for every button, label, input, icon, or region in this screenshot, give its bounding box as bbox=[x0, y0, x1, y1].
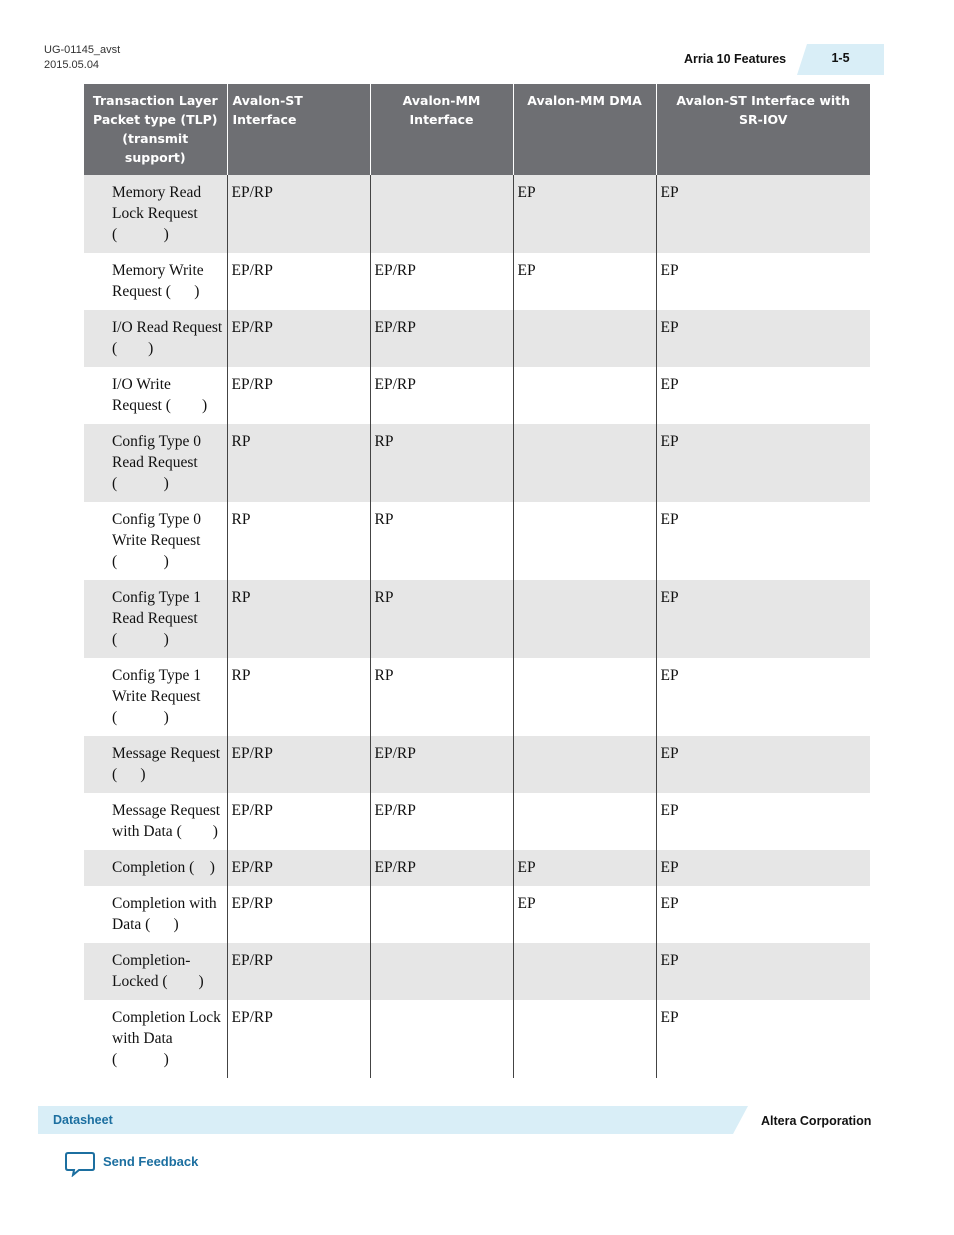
avalon-mm-cell: RP bbox=[370, 424, 513, 502]
tlp-type-cell: I/O Read Request ( ) bbox=[84, 310, 227, 367]
table-row bbox=[84, 736, 870, 793]
avalon-st-sriov-cell: EP bbox=[656, 367, 870, 424]
column-header-avalon-st-sriov: Avalon-ST Interface with SR-IOV bbox=[656, 84, 870, 175]
avalon-mm-cell bbox=[370, 886, 513, 943]
tlp-type-cell: Message Request with Data ( ) bbox=[112, 802, 221, 840]
footer-band-shape bbox=[38, 1106, 748, 1134]
avalon-st-cell: RP bbox=[227, 424, 370, 502]
avalon-st-cell: EP/RP bbox=[227, 367, 370, 424]
avalon-st-sriov-cell: EP bbox=[656, 793, 870, 850]
tlp-type-cell: I/O Write Request ( ) bbox=[112, 376, 208, 414]
tlp-type-cell: Completion-Locked ( ) bbox=[84, 943, 227, 1000]
document-id-block bbox=[44, 43, 120, 73]
page-number: 1-5 bbox=[831, 51, 850, 65]
avalon-mm-dma-cell bbox=[513, 1000, 656, 1078]
section-title: Arria 10 Features bbox=[684, 52, 787, 66]
column-header-tlp-type: Transaction Layer Packet type (TLP) (transmit support) bbox=[84, 84, 227, 175]
table-row bbox=[84, 175, 870, 253]
avalon-mm-cell bbox=[370, 1000, 513, 1078]
avalon-mm-cell: EP/RP bbox=[370, 793, 513, 850]
avalon-mm-cell: EP/RP bbox=[370, 850, 513, 886]
avalon-mm-cell bbox=[370, 175, 513, 253]
avalon-mm-cell: RP bbox=[370, 580, 513, 658]
avalon-mm-cell bbox=[370, 943, 513, 1000]
avalon-st-sriov-cell: EP bbox=[656, 736, 870, 793]
avalon-mm-dma-cell bbox=[513, 793, 656, 850]
avalon-mm-dma-cell bbox=[513, 658, 656, 736]
avalon-st-cell: RP bbox=[227, 658, 370, 736]
table-row bbox=[84, 253, 870, 310]
tlp-support-table bbox=[84, 84, 870, 1078]
avalon-st-sriov-cell: EP bbox=[656, 580, 870, 658]
tlp-type-cell: Memory Read Lock Request ( ) bbox=[84, 175, 227, 253]
tlp-type-cell: Config Type 1 Write Request ( ) bbox=[112, 667, 202, 726]
footer-company: Altera Corporation bbox=[761, 1114, 872, 1128]
avalon-mm-cell: EP/RP bbox=[370, 367, 513, 424]
avalon-st-sriov-cell: EP bbox=[656, 943, 870, 1000]
table-row bbox=[84, 502, 870, 580]
avalon-st-cell: EP/RP bbox=[227, 175, 370, 253]
avalon-mm-cell: RP bbox=[370, 502, 513, 580]
tlp-type-cell: Completion Lock with Data ( ) bbox=[112, 1009, 221, 1068]
avalon-st-cell: EP/RP bbox=[227, 793, 370, 850]
avalon-mm-dma-cell bbox=[513, 580, 656, 658]
table-body bbox=[84, 175, 870, 1078]
tlp-type-cell: Memory Write Request ( ) bbox=[112, 262, 204, 300]
table-row bbox=[84, 310, 870, 367]
column-header-avalon-st: Avalon-ST Interface bbox=[227, 84, 370, 175]
avalon-st-sriov-cell: EP bbox=[656, 1000, 870, 1078]
avalon-st-sriov-cell: EP bbox=[656, 253, 870, 310]
avalon-st-cell: RP bbox=[227, 502, 370, 580]
table-row bbox=[84, 886, 870, 943]
avalon-mm-dma-cell bbox=[513, 310, 656, 367]
avalon-st-cell: EP/RP bbox=[227, 1000, 370, 1078]
avalon-mm-cell: RP bbox=[370, 658, 513, 736]
avalon-st-sriov-cell: EP bbox=[656, 424, 870, 502]
avalon-mm-dma-cell bbox=[513, 736, 656, 793]
avalon-mm-cell: EP/RP bbox=[370, 310, 513, 367]
tlp-type-cell: Completion with Data ( ) bbox=[112, 895, 217, 933]
table-row bbox=[84, 580, 870, 658]
page-number-tab bbox=[797, 44, 884, 75]
table-row bbox=[84, 793, 870, 850]
avalon-mm-dma-cell bbox=[513, 367, 656, 424]
tlp-type-cell: Message Request ( ) bbox=[84, 736, 227, 793]
avalon-st-cell: RP bbox=[227, 580, 370, 658]
tlp-type-cell: Config Type 0 Write Request ( ) bbox=[112, 511, 202, 570]
avalon-st-cell: EP/RP bbox=[227, 253, 370, 310]
table-row bbox=[84, 367, 870, 424]
footer-doc-type: Datasheet bbox=[53, 1113, 113, 1127]
avalon-st-cell: EP/RP bbox=[227, 886, 370, 943]
avalon-mm-dma-cell: EP bbox=[513, 253, 656, 310]
avalon-st-cell: EP/RP bbox=[227, 943, 370, 1000]
table-row bbox=[84, 424, 870, 502]
avalon-mm-dma-cell: EP bbox=[513, 850, 656, 886]
table-row bbox=[84, 943, 870, 1000]
footer-band bbox=[38, 1106, 748, 1134]
table-header-row bbox=[84, 84, 870, 175]
avalon-mm-dma-cell bbox=[513, 943, 656, 1000]
avalon-mm-cell: EP/RP bbox=[370, 736, 513, 793]
tlp-type-cell: Config Type 0 Read Request ( ) bbox=[84, 424, 227, 502]
avalon-st-cell: EP/RP bbox=[227, 850, 370, 886]
column-header-avalon-mm-dma: Avalon-MM DMA bbox=[513, 84, 656, 175]
avalon-st-sriov-cell: EP bbox=[656, 850, 870, 886]
column-header-avalon-mm: Avalon-MM Interface bbox=[370, 84, 513, 175]
document-date: 2015.05.04 bbox=[44, 59, 100, 71]
avalon-st-sriov-cell: EP bbox=[656, 886, 870, 943]
avalon-mm-dma-cell: EP bbox=[513, 886, 656, 943]
avalon-mm-dma-cell bbox=[513, 502, 656, 580]
avalon-st-sriov-cell: EP bbox=[656, 658, 870, 736]
table-row bbox=[84, 1000, 870, 1078]
avalon-st-sriov-cell: EP bbox=[656, 502, 870, 580]
send-feedback-link[interactable]: Send Feedback bbox=[103, 1154, 199, 1169]
avalon-mm-dma-cell: EP bbox=[513, 175, 656, 253]
tlp-type-cell: Config Type 1 Read Request ( ) bbox=[84, 580, 227, 658]
table-row bbox=[84, 850, 870, 886]
tlp-type-cell: Completion ( ) bbox=[84, 850, 227, 886]
avalon-st-cell: EP/RP bbox=[227, 736, 370, 793]
speech-bubble-icon[interactable] bbox=[65, 1151, 95, 1177]
avalon-st-sriov-cell: EP bbox=[656, 310, 870, 367]
document-id: UG-01145_avst bbox=[44, 44, 121, 56]
avalon-mm-cell: EP/RP bbox=[370, 253, 513, 310]
avalon-mm-dma-cell bbox=[513, 424, 656, 502]
avalon-st-cell: EP/RP bbox=[227, 310, 370, 367]
table-row bbox=[84, 658, 870, 736]
avalon-st-sriov-cell: EP bbox=[656, 175, 870, 253]
